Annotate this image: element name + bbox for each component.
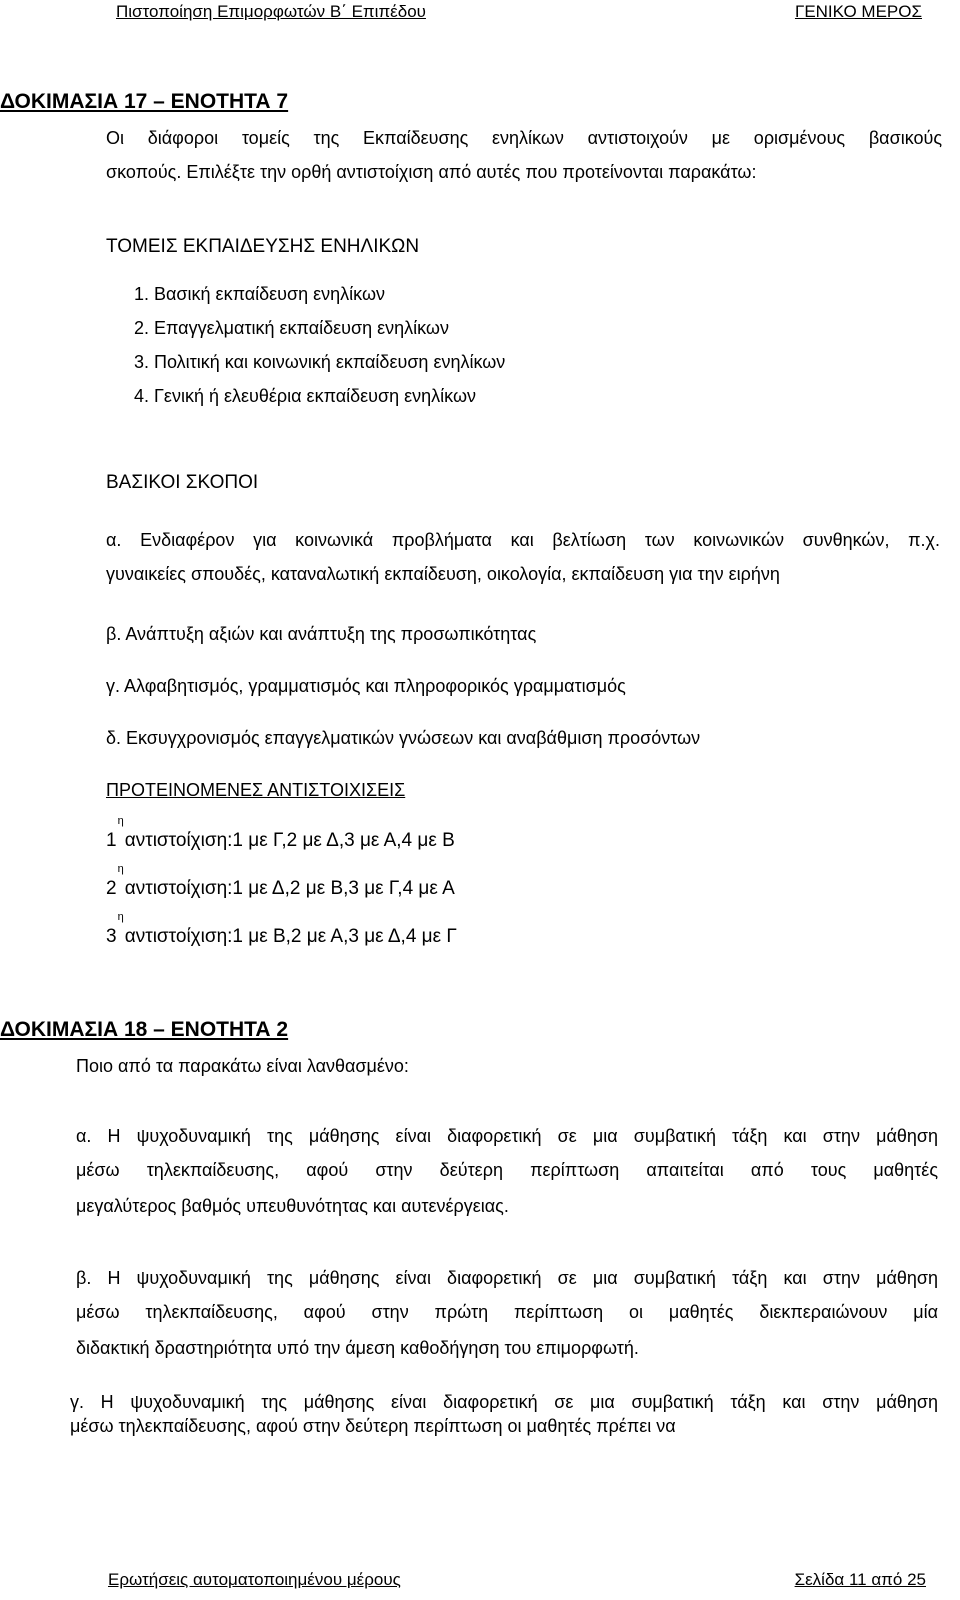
proposal-text: αντιστοίχιση:1 με Β,2 με Α,3 με Δ,4 με Γ xyxy=(124,926,457,947)
sector-item: 4. Γενική ή ελευθέρια εκπαίδευση ενηλίκων xyxy=(134,386,477,406)
header-left: Πιστοποίηση Επιμορφωτών Β΄ Επιπέδου xyxy=(116,2,426,21)
proposal-text: αντιστοίχιση:1 με Γ,2 με Δ,3 με Α,4 με Β xyxy=(124,830,455,851)
option-a-line1: α. Η ψυχοδυναμική της μάθησης είναι διαφορετική σε μια συμβατική τάξη και στην μάθηση xyxy=(76,1126,938,1146)
footer-page-number: Σελίδα 11 από 25 xyxy=(794,1570,926,1589)
test17-intro-line2: σκοπούς. Επιλέξτε την ορθή αντιστοίχιση από αυτές που προτείνονται παρακάτω: xyxy=(106,162,757,182)
proposal-item xyxy=(106,815,455,852)
test18-title: ΔΟΚΙΜΑΣΙΑ 18 – ΕΝΟΤΗΤΑ 2 xyxy=(0,1018,289,1041)
sector-item: 2. Επαγγελματική εκπαίδευση ενηλίκων xyxy=(134,318,449,338)
test17-title: ΔΟΚΙΜΑΣΙΑ 17 – ΕΝΟΤΗΤΑ 7 xyxy=(0,90,289,113)
goal-a-line2: γυναικείες σπουδές, καταναλωτική εκπαίδευση, οικολογία, εκπαίδευση για την ειρήνη xyxy=(106,564,780,584)
proposal-ordinal: η xyxy=(117,911,124,923)
goal-a-line1: α. Ενδιαφέρον για κοινωνικά προβλήματα και βελτίωση των κοινωνικών συνθηκών, π.χ. xyxy=(106,530,940,550)
proposal-text: αντιστοίχιση:1 με Δ,2 με Β,3 με Γ,4 με Α xyxy=(124,878,455,899)
proposal-number: 1 xyxy=(106,830,117,851)
sector-item: 3. Πολιτική και κοινωνική εκπαίδευση ενηλίκων xyxy=(134,352,506,372)
test17-intro-line1: Οι διάφοροι τομείς της Εκπαίδευσης ενηλίκων αντιστοιχούν με ορισμένους βασικούς xyxy=(106,128,942,148)
sectors-heading: ΤΟΜΕΙΣ ΕΚΠΑΙΔΕΥΣΗΣ ΕΝΗΛΙΚΩΝ xyxy=(106,236,420,257)
test18-question: Ποιο από τα παρακάτω είναι λανθασμένο: xyxy=(76,1056,409,1076)
option-b-line1: β. Η ψυχοδυναμική της μάθησης είναι διαφορετική σε μια συμβατική τάξη και στην μάθηση xyxy=(76,1268,938,1288)
proposals-heading: ΠΡΟΤΕΙΝΟΜΕΝΕΣ ΑΝΤΙΣΤΟΙΧΙΣΕΙΣ xyxy=(106,780,406,800)
proposal-item xyxy=(106,911,457,948)
footer-left: Ερωτήσεις αυτοματοποιημένου μέρους xyxy=(108,1570,401,1589)
proposal-ordinal: η xyxy=(117,863,124,875)
option-c-line1: γ. Η ψυχοδυναμική της μάθησης είναι διαφορετική σε μια συμβατική τάξη και στην μάθηση xyxy=(70,1392,938,1412)
goals-heading: ΒΑΣΙΚΟΙ ΣΚΟΠΟΙ xyxy=(106,472,259,493)
option-a-line2: μέσω τηλεκπαίδευσης, αφού στην δεύτερη περίπτωση απαιτείται από τους μαθητές xyxy=(76,1160,938,1180)
proposal-number: 3 xyxy=(106,926,117,947)
option-b-line3: διδακτική δραστηριότητα υπό την άμεση καθοδήγηση του επιμορφωτή. xyxy=(76,1338,639,1358)
header-right: ΓΕΝΙΚΟ ΜΕΡΟΣ xyxy=(794,2,922,21)
option-b-line2: μέσω τηλεκπαίδευσης, αφού στην πρώτη περίπτωση οι μαθητές διεκπεραιώνουν μία xyxy=(76,1302,938,1322)
goal-d: δ. Εκσυγχρονισμός επαγγελματικών γνώσεων και αναβάθμιση προσόντων xyxy=(106,728,701,748)
option-c-line2: μέσω τηλεκπαίδευσης, αφού στην δεύτερη περίπτωση οι μαθητές πρέπει να xyxy=(70,1416,676,1436)
proposal-item xyxy=(106,863,455,900)
sector-item: 1. Βασική εκπαίδευση ενηλίκων xyxy=(134,284,386,304)
proposal-number: 2 xyxy=(106,878,117,899)
goal-c: γ. Αλφαβητισμός, γραμματισμός και πληροφορικός γραμματισμός xyxy=(106,676,626,696)
proposal-ordinal: η xyxy=(117,815,124,827)
goal-b: β. Ανάπτυξη αξιών και ανάπτυξη της προσωπικότητας xyxy=(106,624,537,644)
option-a-line3: μεγαλύτερος βαθμός υπευθυνότητας και αυτενέργειας. xyxy=(76,1196,509,1216)
